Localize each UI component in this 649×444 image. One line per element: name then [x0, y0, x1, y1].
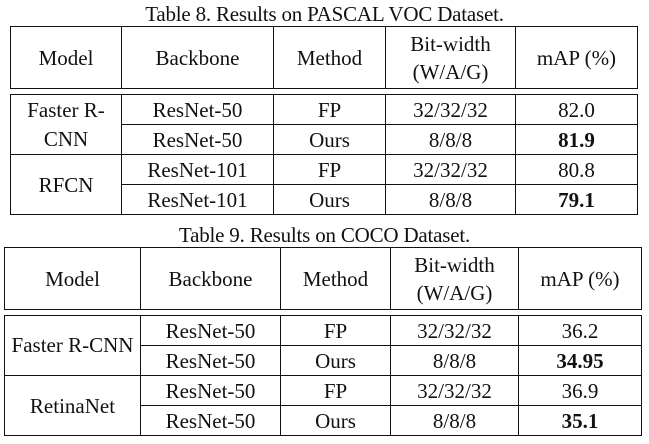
bitwidth-cell: 8/8/8 [386, 125, 516, 155]
bitwidth-cell: 8/8/8 [391, 346, 519, 376]
map-cell: 36.2 [519, 316, 642, 346]
model-cell: RetinaNet [5, 376, 141, 436]
bitwidth-cell: 8/8/8 [391, 406, 519, 436]
backbone-cell: ResNet-50 [141, 316, 281, 346]
table8 [10, 26, 638, 215]
table9-header-row [5, 248, 642, 310]
header-method: Method [281, 248, 391, 310]
backbone-cell: ResNet-50 [141, 346, 281, 376]
method-cell: FP [281, 316, 391, 346]
backbone-cell: ResNet-50 [122, 95, 274, 125]
backbone-cell: ResNet-101 [122, 155, 274, 185]
header-model: Model [5, 248, 141, 310]
bitwidth-cell: 32/32/32 [386, 155, 516, 185]
method-cell: FP [274, 155, 386, 185]
header-backbone: Backbone [141, 248, 281, 310]
method-cell: Ours [274, 185, 386, 215]
table-row [11, 95, 638, 125]
map-cell: 34.95 [519, 346, 642, 376]
map-cell: 82.0 [516, 95, 638, 125]
header-bitwidth: Bit-width (W/A/G) [386, 27, 516, 89]
map-cell: 36.9 [519, 376, 642, 406]
method-cell: Ours [281, 346, 391, 376]
bitwidth-cell: 32/32/32 [386, 95, 516, 125]
method-cell: Ours [281, 406, 391, 436]
backbone-cell: ResNet-101 [122, 185, 274, 215]
table8-caption: Table 8. Results on PASCAL VOC Dataset. [145, 2, 504, 26]
header-method: Method [274, 27, 386, 89]
backbone-cell: ResNet-50 [122, 125, 274, 155]
table-row [5, 316, 642, 346]
table8-header-row [11, 27, 638, 89]
table9 [4, 247, 642, 436]
map-cell: 35.1 [519, 406, 642, 436]
bitwidth-cell: 32/32/32 [391, 376, 519, 406]
header-model: Model [11, 27, 122, 89]
bitwidth-cell: 32/32/32 [391, 316, 519, 346]
table-row [5, 376, 642, 406]
model-cell: RFCN [11, 155, 122, 215]
model-cell: Faster R-CNN [5, 316, 141, 376]
header-map: mAP (%) [519, 248, 642, 310]
table-row [11, 155, 638, 185]
header-map: mAP (%) [516, 27, 638, 89]
method-cell: Ours [274, 125, 386, 155]
backbone-cell: ResNet-50 [141, 376, 281, 406]
backbone-cell: ResNet-50 [141, 406, 281, 436]
method-cell: FP [281, 376, 391, 406]
map-cell: 81.9 [516, 125, 638, 155]
header-bitwidth: Bit-width (W/A/G) [391, 248, 519, 310]
map-cell: 79.1 [516, 185, 638, 215]
bitwidth-cell: 8/8/8 [386, 185, 516, 215]
table9-caption: Table 9. Results on COCO Dataset. [178, 223, 471, 247]
header-backbone: Backbone [122, 27, 274, 89]
model-cell: Faster R-CNN [11, 95, 122, 155]
map-cell: 80.8 [516, 155, 638, 185]
method-cell: FP [274, 95, 386, 125]
